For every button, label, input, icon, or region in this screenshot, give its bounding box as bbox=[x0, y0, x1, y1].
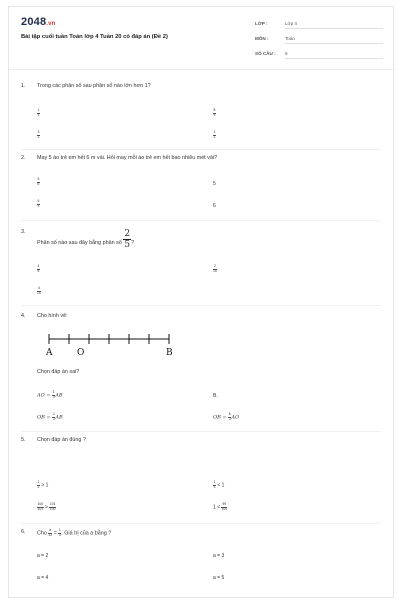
numerator: 2 bbox=[52, 412, 55, 416]
question-text-post: . Giá trị của a bằng ? bbox=[61, 530, 112, 537]
denominator: 12 bbox=[48, 532, 53, 537]
question-number: 4. bbox=[21, 313, 26, 319]
logo-suffix: .vn bbox=[46, 21, 56, 27]
option-prefix: 1 < bbox=[213, 504, 222, 511]
numerator: 99 bbox=[222, 502, 227, 506]
numerator: 4 bbox=[228, 412, 231, 416]
number-line-figure bbox=[45, 331, 175, 345]
question-3 bbox=[21, 225, 381, 255]
denominator: 3 bbox=[228, 416, 231, 421]
question-number: 6. bbox=[21, 529, 26, 535]
numerator: 5 bbox=[37, 177, 40, 181]
question-number: 1. bbox=[21, 83, 26, 89]
option-suffix: AO bbox=[231, 414, 240, 421]
option-prefix: OB = bbox=[213, 414, 229, 421]
label-b: B bbox=[166, 348, 173, 358]
option-suffix: AB bbox=[55, 414, 63, 421]
option-prefix: AO = bbox=[37, 392, 53, 399]
q6-option-d[interactable]: a = 5 bbox=[213, 575, 225, 581]
numerator: 1 bbox=[37, 480, 40, 484]
denominator: 5 bbox=[37, 203, 40, 208]
option-prefix: OB = bbox=[37, 414, 53, 421]
divider bbox=[21, 431, 381, 432]
divider bbox=[21, 149, 381, 150]
denominator: 5 bbox=[37, 268, 40, 273]
q2-option-c[interactable] bbox=[37, 200, 40, 208]
denominator: 2 bbox=[213, 134, 216, 139]
question-number: 2. bbox=[21, 155, 26, 161]
denominator: 3 bbox=[213, 484, 216, 489]
numerator: 6 bbox=[37, 199, 40, 203]
question-text: Cho hình vẽ: bbox=[37, 313, 68, 319]
q4-option-d[interactable] bbox=[213, 413, 239, 421]
worksheet-page bbox=[8, 6, 394, 598]
meta-subject-label: MÔN : bbox=[255, 36, 269, 41]
numerator: 3 bbox=[37, 130, 40, 134]
numerator: a bbox=[49, 528, 52, 532]
site-logo[interactable] bbox=[21, 16, 56, 28]
denominator: 5 bbox=[124, 240, 131, 250]
denominator: 3 bbox=[37, 112, 40, 117]
option-suffix: > 1 bbox=[39, 482, 49, 489]
q6-option-b[interactable]: a = 3 bbox=[213, 553, 225, 559]
q6-option-c[interactable]: a = 4 bbox=[37, 575, 49, 581]
question-text-main: Phân số nào sau đây bằng phân số bbox=[37, 239, 122, 246]
q2-option-b[interactable]: 5 bbox=[213, 181, 216, 187]
denominator: 9 bbox=[213, 112, 216, 117]
denominator: 2 bbox=[37, 484, 40, 489]
meta-class-label: LỚP : bbox=[255, 21, 268, 26]
q3-option-a[interactable] bbox=[37, 265, 40, 273]
denominator: 3 bbox=[52, 394, 55, 399]
denominator: 6 bbox=[37, 181, 40, 186]
equals-sign: = bbox=[52, 530, 59, 537]
numerator: 4 bbox=[37, 286, 40, 290]
divider bbox=[21, 305, 381, 306]
meta-subject-value: Toán bbox=[285, 36, 383, 44]
meta-count-value: 6 bbox=[285, 51, 383, 59]
worksheet-title: Bài tập cuối tuần Toán lớp 4 Tuần 20 có đáp án (Đề 2) bbox=[21, 34, 168, 40]
numerator: 2 bbox=[213, 264, 216, 268]
q2-option-a[interactable] bbox=[37, 178, 40, 186]
q5-option-b[interactable] bbox=[213, 481, 224, 489]
q5-option-d[interactable] bbox=[213, 503, 227, 511]
question-text-pre: Cho bbox=[37, 530, 47, 537]
q1-option-c[interactable] bbox=[37, 131, 40, 139]
question-subtext: Chọn đáp án sai? bbox=[37, 369, 80, 375]
numerator: 100 bbox=[37, 502, 44, 506]
numerator: 4 bbox=[37, 264, 40, 268]
meta-class-value: Lớp 4 bbox=[285, 21, 383, 29]
divider bbox=[21, 220, 381, 221]
q6-option-a[interactable]: a = 2 bbox=[37, 553, 49, 559]
q3-option-c[interactable] bbox=[37, 287, 41, 295]
denominator: 2 bbox=[37, 134, 40, 139]
option-suffix: AB bbox=[55, 392, 63, 399]
denominator: 15 bbox=[213, 268, 217, 273]
numerator: 1 bbox=[213, 130, 216, 134]
numerator: 2 bbox=[124, 229, 131, 239]
denominator: 101 bbox=[37, 506, 44, 511]
denominator: 100 bbox=[49, 506, 56, 511]
q4-option-a[interactable] bbox=[37, 391, 63, 399]
question-number: 5. bbox=[21, 437, 26, 443]
denominator: 3 bbox=[52, 416, 55, 421]
option-suffix: < 1 bbox=[215, 482, 225, 489]
question-text: May 5 áo trẻ em hết 6 m vải. Hỏi may mỗi áo trẻ em hết bao nhiêu mét vải? bbox=[37, 155, 218, 161]
numerator: 1 bbox=[52, 390, 55, 394]
label-o: O bbox=[77, 348, 85, 358]
worksheet-header bbox=[9, 7, 393, 70]
target-fraction bbox=[123, 229, 131, 250]
question-number: 3. bbox=[21, 229, 26, 235]
q1-option-d[interactable] bbox=[213, 131, 216, 139]
denominator: 3 bbox=[58, 532, 61, 537]
q5-option-c[interactable] bbox=[37, 503, 56, 511]
q1-option-a[interactable] bbox=[37, 109, 40, 117]
q4-option-c[interactable] bbox=[37, 413, 63, 421]
numerator: 1 bbox=[37, 108, 40, 112]
question-text: Chọn đáp án đúng ? bbox=[37, 437, 86, 443]
numerator: 1 bbox=[58, 528, 61, 532]
q2-option-d[interactable]: 6 bbox=[213, 203, 216, 209]
question-mark: ? bbox=[131, 239, 135, 246]
question-text bbox=[37, 229, 134, 250]
label-a: A bbox=[46, 348, 53, 358]
numerator: 1 bbox=[213, 480, 216, 484]
comparison-sign: > bbox=[43, 504, 50, 511]
numerator: 8 bbox=[213, 108, 216, 112]
denominator: 10 bbox=[37, 290, 41, 295]
divider bbox=[21, 523, 381, 524]
denominator: 100 bbox=[221, 506, 228, 511]
logo-text: 2048 bbox=[21, 16, 47, 28]
q4-option-b[interactable]: B. bbox=[213, 393, 218, 399]
question-text: Trong các phân số sau phân số nào lớn hơn 1? bbox=[37, 83, 151, 89]
q3-option-b[interactable] bbox=[213, 265, 217, 273]
numerator: 101 bbox=[49, 502, 56, 506]
meta-count-label: SỐ CÂU : bbox=[255, 51, 276, 56]
question-text bbox=[37, 529, 111, 537]
q1-option-b[interactable] bbox=[213, 109, 216, 117]
q5-option-a[interactable] bbox=[37, 481, 48, 489]
